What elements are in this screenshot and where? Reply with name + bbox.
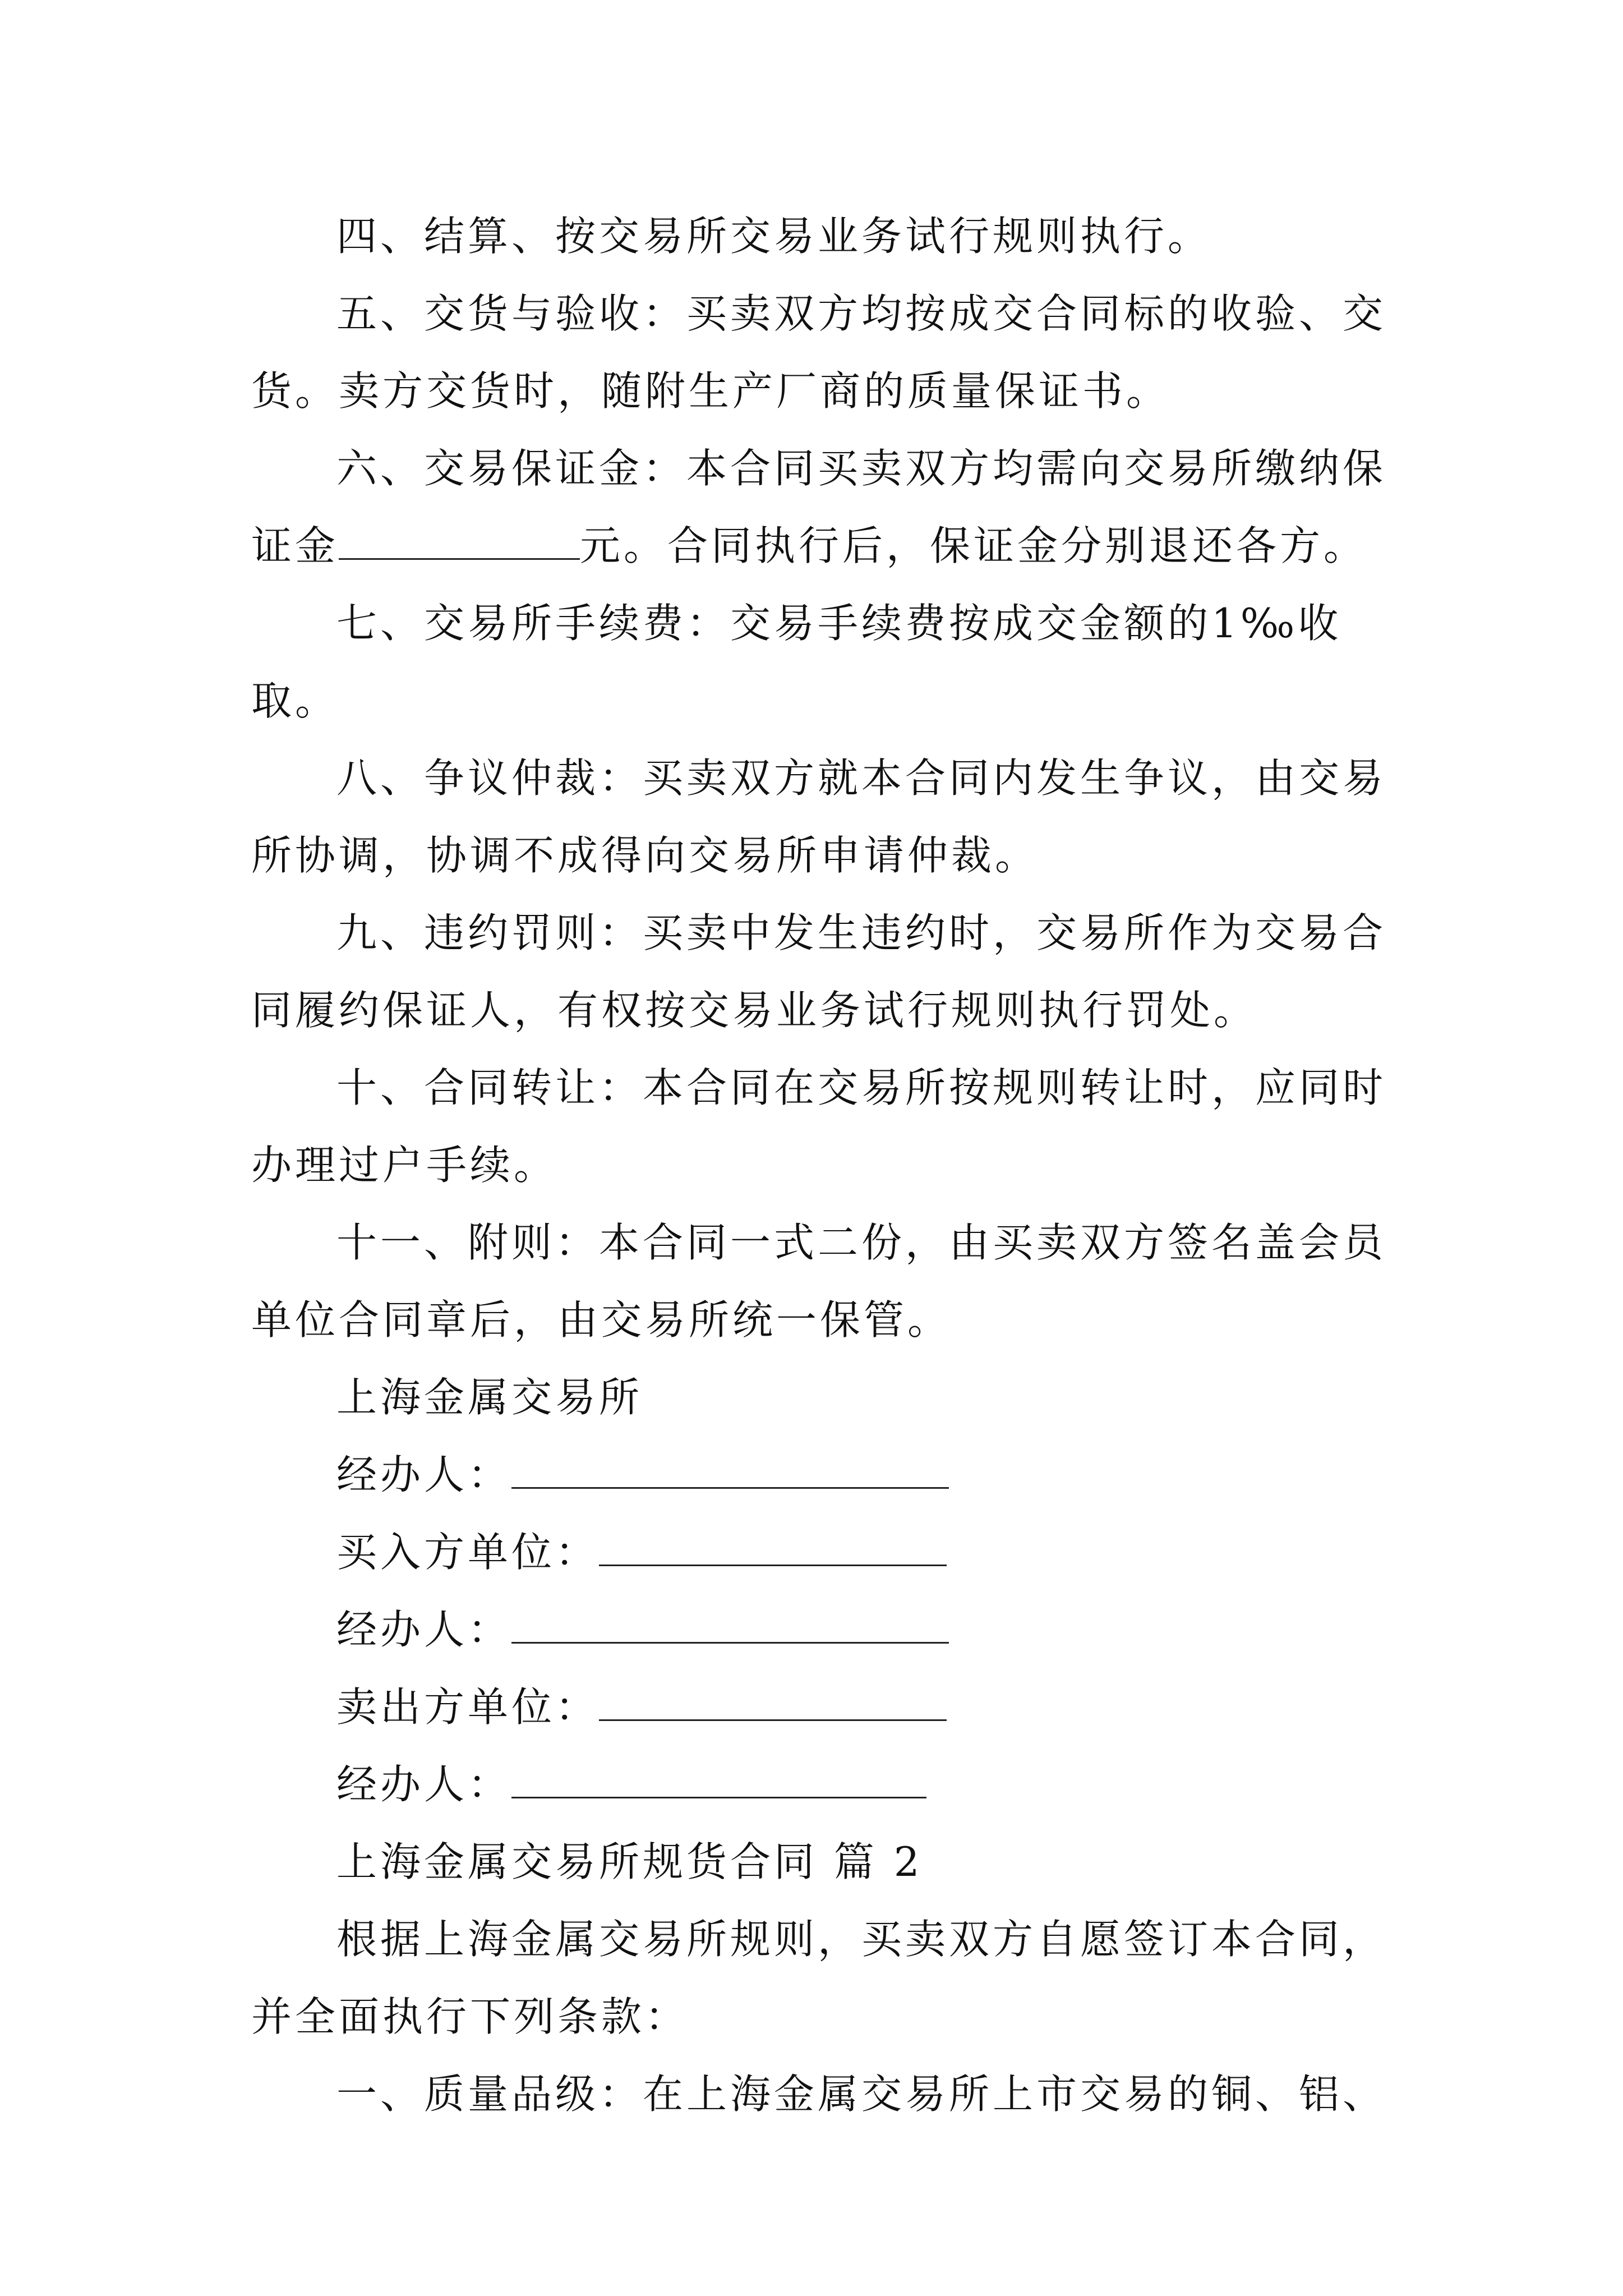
clause-deposit-before: 六、交易保证金：本合同买卖双方均需向交易所缴纳保证金: [251, 445, 1387, 569]
handler-label: 经办人：: [336, 1761, 512, 1808]
clause-fee: 七、交易所手续费：交易手续费按成交金额的1‰收取。: [251, 600, 1342, 724]
clause-settlement: 四、结算、按交易所交易业务试行规则执行。: [336, 213, 1212, 260]
buyer-unit-label: 买入方单位：: [336, 1529, 600, 1576]
clause-transfer: 十、合同转让：本合同在交易所按规则转让时，应同时办理过户手续。: [251, 1064, 1387, 1189]
document-body: [251, 197, 1429, 2133]
handler-label: 经办人：: [336, 1451, 512, 1498]
handler-blank: [511, 1609, 949, 1644]
signature-handler-seller: [251, 1746, 1429, 1823]
clause-delivery: 五、交货与验收：买卖双方均按成交合同标的收验、交货。卖方交货时，随附生产厂商的质量保证书。: [251, 290, 1387, 415]
seller-unit-label: 卖出方单位：: [336, 1683, 600, 1731]
contract-intro: 根据上海金属交易所规则，买卖双方自愿签订本合同，并全面执行下列条款：: [251, 1916, 1387, 2040]
seller-unit-blank: [599, 1687, 947, 1721]
signature-exchange: 上海金属交易所: [336, 1374, 643, 1421]
deposit-amount-blank: [339, 526, 580, 560]
clause-quality: 一、质量品级：在上海金属交易所上市交易的铜、铝、: [336, 2070, 1387, 2118]
signature-handler-exchange: [251, 1436, 1429, 1513]
signature-seller-unit: [251, 1668, 1429, 1746]
handler-blank: [511, 1764, 926, 1798]
section-title: 上海金属交易所规货合同 篇 2: [336, 1838, 923, 1885]
handler-blank: [511, 1455, 949, 1489]
signature-buyer-unit: [251, 1513, 1429, 1591]
clause-penalty: 九、违约罚则：买卖中发生违约时，交易所作为交易合同履约保证人，有权按交易业务试行规则执行罚处。: [251, 909, 1387, 1034]
clause-deposit: [251, 430, 1429, 585]
clause-supplementary: 十一、附则：本合同一式二份，由买卖双方签名盖会员单位合同章后，由交易所统一保管。: [251, 1219, 1387, 1343]
clause-arbitration: 八、争议仲裁：买卖双方就本合同内发生争议，由交易所协调，协调不成得向交易所申请仲裁。: [251, 754, 1387, 879]
buyer-unit-blank: [599, 1532, 947, 1566]
handler-label: 经办人：: [336, 1606, 512, 1653]
signature-handler-buyer: [251, 1591, 1429, 1668]
clause-deposit-after: 元。合同执行后，保证金分别退还各方。: [580, 522, 1368, 569]
